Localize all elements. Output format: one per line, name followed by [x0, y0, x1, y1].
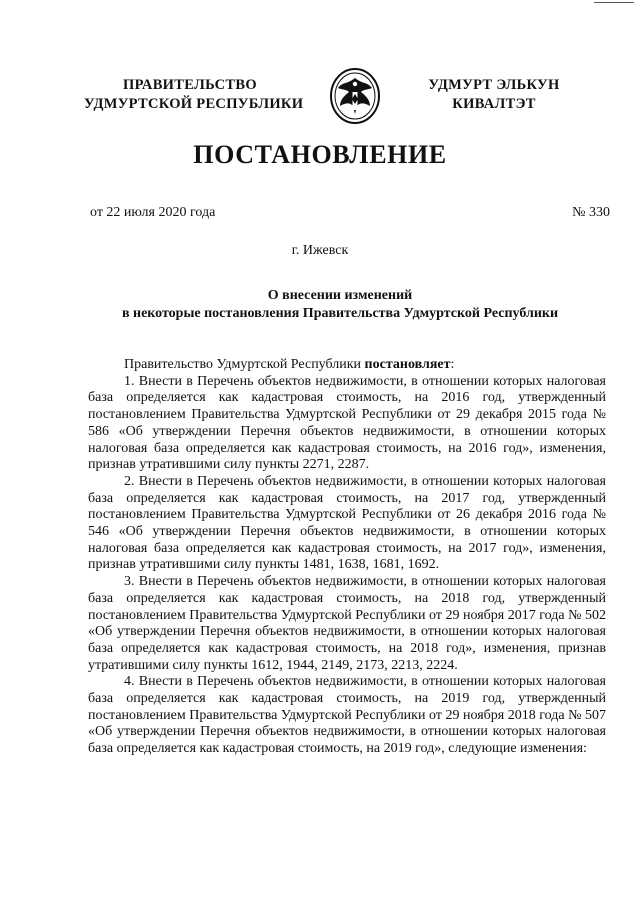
- intro-paragraph: [88, 357, 606, 374]
- paragraph-4: 4. Внести в Перечень объектов недвижимости, в отношении которых налоговая база определяется как кадастровая стоимость, на 2019 год, утвержденный постановлением Правительства Удмуртской Республики от 29 ноября 2018 года № 507 «Об утверждении Перечня объектов недвижимости, в отношении которых налоговая база определяется как кадастровая стоимость, на 2019 год», следующие изменения:: [88, 674, 606, 757]
- subject-line2: в некоторые постановления Правительства Удмуртской Республики: [121, 306, 559, 321]
- header-government-udm: [408, 76, 580, 114]
- document-city: г. Ижевск: [291, 243, 349, 258]
- header-government-ru: [84, 76, 304, 114]
- header-right-line1: УДМУРТ ЭЛЬКУН: [428, 77, 560, 93]
- udmurt-coat-of-arms-icon: [328, 66, 382, 126]
- intro-text: Правительство Удмуртской Республики: [124, 357, 365, 372]
- scan-edge-line: [594, 2, 634, 3]
- header-right-line2: КИВАЛТЭТ: [452, 96, 536, 112]
- subject-line1: О внесении изменений: [267, 288, 413, 303]
- paragraph-2: 2. Внести в Перечень объектов недвижимости, в отношении которых налоговая база определяется как кадастровая стоимость, на 2017 год, утвержденный постановлением Правительства Удмуртской Республики от 26 декабря 2016 года № 546 «Об утверждении Перечня объектов недвижимости, в отношении которых налоговая база определяется как кадастровая стоимость, на 2017 год», изменения, признав утратившими силу пункты 1481, 1638, 1681, 1692.: [88, 473, 606, 573]
- document-subject: [60, 287, 620, 323]
- paragraph-1: 1. Внести в Перечень объектов недвижимости, в отношении которых налоговая база определяется как кадастровая стоимость, на 2016 год, утвержденный постановлением Правительства Удмуртской Республики от 29 декабря 2015 года № 586 «Об утверждении Перечня объектов недвижимости, в отношении которых налоговая база определяется как кадастровая стоимость, на 2016 год», изменения, признав утратившими силу пункты 2271, 2287.: [88, 373, 606, 473]
- paragraph-3: 3. Внести в Перечень объектов недвижимости, в отношении которых налоговая база определяется как кадастровая стоимость, на 2018 год, утвержденный постановлением Правительства Удмуртской Республики от 29 ноября 2017 года № 502 «Об утверждении Перечня объектов недвижимости, в отношении которых налоговая база определяется как кадастровая стоимость, на 2018 год», изменения, признав утратившими силу пункты 1612, 1944, 2149, 2173, 2213, 2224.: [88, 574, 606, 673]
- header-left-line2: УДМУРТСКОЙ РЕСПУБЛИКИ: [84, 96, 304, 112]
- document-body: [88, 357, 606, 758]
- document-title: ПОСТАНОВЛЕНИЕ: [193, 140, 447, 169]
- document-date: от 22 июля 2020 года: [90, 205, 216, 220]
- header-left-line1: ПРАВИТЕЛЬСТВО: [123, 77, 257, 93]
- document-number: № 330: [572, 205, 610, 220]
- intro-bold-verb: постановляет: [364, 357, 451, 372]
- intro-colon: :: [450, 357, 455, 372]
